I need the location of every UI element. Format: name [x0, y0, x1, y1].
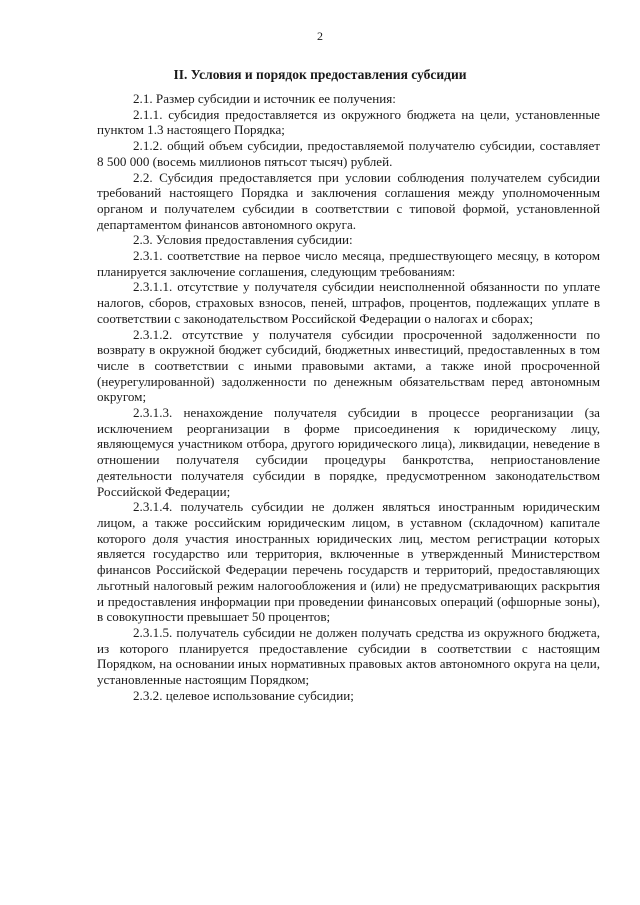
- section-title: II. Условия и порядок предоставления субсидии: [173, 67, 467, 82]
- paragraph-2-3: 2.3. Условия предоставления субсидии:: [133, 232, 353, 248]
- paragraph-2-1-1: 2.1.1. субсидия предоставляется из окружного бюджета на цели, установленные пунктом 1.3 настоящего Порядка;: [97, 106, 600, 138]
- paragraph-2-3-1: 2.3.1. соответствие на первое число месяца, предшествующего месяцу, в котором планируется заключение соглашения, следующим требованиям:: [97, 248, 600, 279]
- page-number: 2: [317, 29, 323, 43]
- paragraph-2-3-1-3: 2.3.1.3. ненахождение получателя субсидии в процессе реорганизации (за исключением реорганизации в форме присоединения к юридическому лицу, являющемуся участником отбора, другого юридического лица), ликвидации, неведение в отношении получателя субсидии процедуры банкротства, неприостановление деятельности получателя субсидии в порядке, предусмотренном законодательством Российской Федерации;: [97, 405, 600, 499]
- paragraph-2-3-1-5: 2.3.1.5. получатель субсидии не должен получать средства из окружного бюджета, из которого планируется предоставление субсидии в соответствии с настоящим Порядком, на основании иных нормативных правовых актов автономного округа на цели, установленные настоящим Порядком;: [97, 624, 600, 688]
- paragraph-2-3-1-2: 2.3.1.2. отсутствие у получателя субсидии просроченной задолженности по возврату в окружной бюджет субсидий, бюджетных инвестиций, предоставленных в том числе в соответствии с иными правовыми актами, а также иной просроченной (неурегулированной) задолженности по денежным обязательствам перед автономным округом;: [97, 326, 600, 405]
- paragraph-2-2: 2.2. Субсидия предоставляется при условии соблюдения получателем субсидии требований настоящего Порядка и заключения соглашения между уполномоченным органом и получателем субсидии в соответствии с типовой формой, установленной департаментом финансов автономного округа.: [97, 169, 600, 232]
- paragraph-2-3-2: 2.3.2. целевое использование субсидии;: [133, 687, 354, 703]
- document-body: [97, 91, 600, 703]
- paragraph-2-3-1-1: 2.3.1.1. отсутствие у получателя субсидии неисполненной обязанности по уплате налогов, сборов, страховых взносов, пеней, штрафов, процентов, подлежащих уплате в соответствии с законодательством Российской Федерации о налогах и сборах;: [97, 279, 600, 326]
- paragraph-2-1-2: 2.1.2. общий объем субсидии, предоставляемой получателю субсидии, составляет 8 500 000 (восемь миллионов пятьсот тысяч) рублей.: [97, 138, 600, 169]
- paragraph-2-1: 2.1. Размер субсидии и источник ее получения:: [133, 91, 396, 106]
- paragraph-2-3-1-4: 2.3.1.4. получатель субсидии не должен являться иностранным юридическим лицом, а также российским юридическим лицом, в уставном (складочном) капитале которого доля участия иностранных юридических лиц, местом регистрации которых является государство или территория, включенные в утвержденный Министерством финансов Российской Федерации перечень государств и территорий, предоставляющих льготный налоговый режим налогообложения и (или) не предусматривающих раскрытия и предоставления информации при проведении финансовых операций (офшорные зоны), в совокупности превышает 50 процентов;: [97, 499, 600, 625]
